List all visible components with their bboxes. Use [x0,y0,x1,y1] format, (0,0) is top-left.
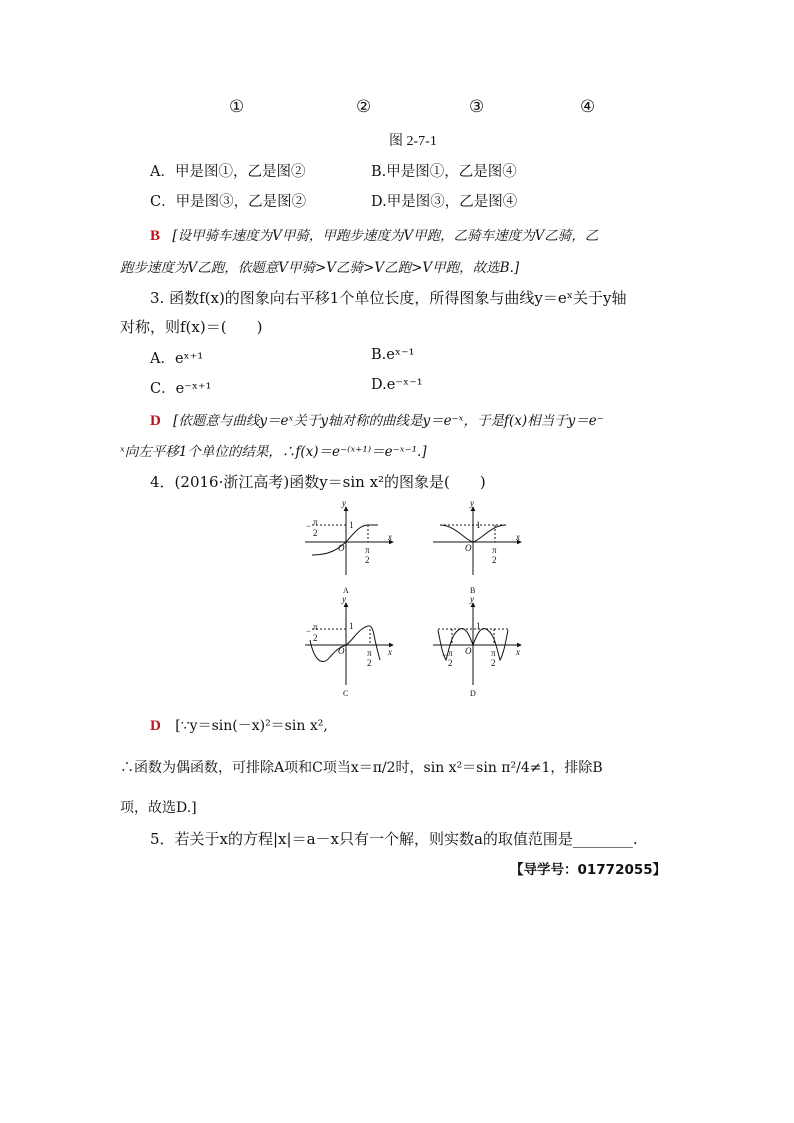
graph-b-pi: π [492,545,497,555]
q5-guide-number: 【导学号：01772055】 [510,862,667,878]
q5-stem: 5．若关于x的方程|x|＝a－x只有一个解，则实数a的取值范围是________. [150,830,638,848]
graph-b-y: y [470,498,474,508]
graph-a-pi-neg: π [313,517,318,527]
graph-c-two-neg: 2 [313,633,318,643]
graph-d [433,603,521,685]
figure-label-4: ④ [580,97,596,117]
graph-a-y: y [342,498,346,508]
graph-c-pi: π [367,648,372,658]
q3-explanation-line2: ˣ向左平移1个单位的结果，∴f(x)＝e⁻⁽ˣ⁺¹⁾＝e⁻ˣ⁻¹.] [120,444,427,460]
graph-c-y: y [342,594,346,604]
graph-d-x: x [516,647,520,657]
graph-a-two-neg: 2 [313,528,318,538]
graph-d-minus: − [442,650,448,660]
q4-graphs [290,495,550,705]
figure-label-3: ③ [469,97,485,117]
q3-option-a: A．eˣ⁺¹ [150,351,204,367]
q3-option-d: D.e⁻ˣ⁻¹ [371,377,423,393]
q4-graphs-svg [290,495,550,705]
graph-c-two: 2 [367,658,372,668]
graph-b-o: O [465,543,472,553]
graph-d-two-neg: 2 [448,658,453,668]
graph-b-label: B [470,586,476,595]
graph-c [305,603,393,685]
graph-d-two: 2 [491,658,496,668]
q2-explanation-line1 [150,224,598,245]
q4-explanation-line3: 项，故选D.] [120,800,197,816]
graph-a-pi: π [365,545,370,555]
figure-caption: 图 2-7-1 [389,134,437,149]
graph-a-minus: − [306,521,312,531]
graph-d-y: y [470,594,474,604]
q3-option-c: C．e⁻ˣ⁺¹ [150,381,212,397]
graph-d-pi-neg: π [448,648,453,658]
q4-explanation-text1: [∵y＝sin(－x)²＝sin x², [175,718,328,734]
q3-option-b: B.eˣ⁻¹ [371,347,415,363]
graph-a-o: O [338,543,345,553]
q3-stem-line1: 3. 函数f(x)的图象向右平移1个单位长度，所得图象与曲线y＝eˣ关于y轴 [150,289,627,307]
figure-label-1: ① [229,97,245,117]
q4-stem: 4．(2016·浙江高考)函数y＝sin x²的图象是( ) [150,473,486,491]
q4-explanation-line2: ∴函数为偶函数，可排除A项和C项当x＝π/2时，sin x²＝sin π²/4≠1，排除B [120,760,603,776]
q2-explanation-line2: 跑步速度为V乙跑，依题意V甲骑>V乙骑>V乙跑>V甲跑，故选B.] [120,260,520,276]
q3-explanation-text1: [依题意与曲线y＝eˣ关于y轴对称的曲线是y＝e⁻ˣ，于是f(x)相当于y＝e⁻ [173,413,604,429]
graph-a-two: 2 [365,555,370,565]
graph-d-one: 1 [476,621,481,631]
graph-c-label: C [343,689,349,698]
graph-b-one: 1 [476,520,481,530]
q2-option-d: D.甲是图③，乙是图④ [371,194,518,210]
graph-a-x: x [388,532,392,542]
graph-b [433,507,521,575]
graph-c-o: O [338,646,345,656]
graph-c-pi-neg: π [313,622,318,632]
graph-a [305,507,393,575]
q3-explanation-line1 [150,409,604,430]
q4-answer: D [150,718,161,734]
q3-stem-line2: 对称，则f(x)＝( ) [120,318,263,336]
q2-explanation-text1: [设甲骑车速度为V甲骑，甲跑步速度为V甲跑，乙骑车速度为V乙骑，乙 [172,228,599,244]
graph-a-label: A [343,586,349,595]
graph-a-one: 1 [349,520,354,530]
q3-answer: D [150,413,161,429]
graph-b-x: x [516,532,520,542]
graph-c-one: 1 [349,621,354,631]
graph-c-minus: − [306,626,312,636]
graph-b-two: 2 [492,555,497,565]
graph-c-x: x [388,647,392,657]
figure-label-2: ② [356,97,372,117]
graph-d-o: O [465,646,472,656]
q2-option-c: C．甲是图③，乙是图② [150,194,307,210]
graph-d-label: D [470,689,476,698]
q2-option-a: A．甲是图①，乙是图② [150,164,306,180]
q2-option-b: B.甲是图①，乙是图④ [371,164,517,180]
q2-answer: B [150,228,161,244]
graph-d-pi: π [491,648,496,658]
q4-explanation-line1 [150,715,328,735]
